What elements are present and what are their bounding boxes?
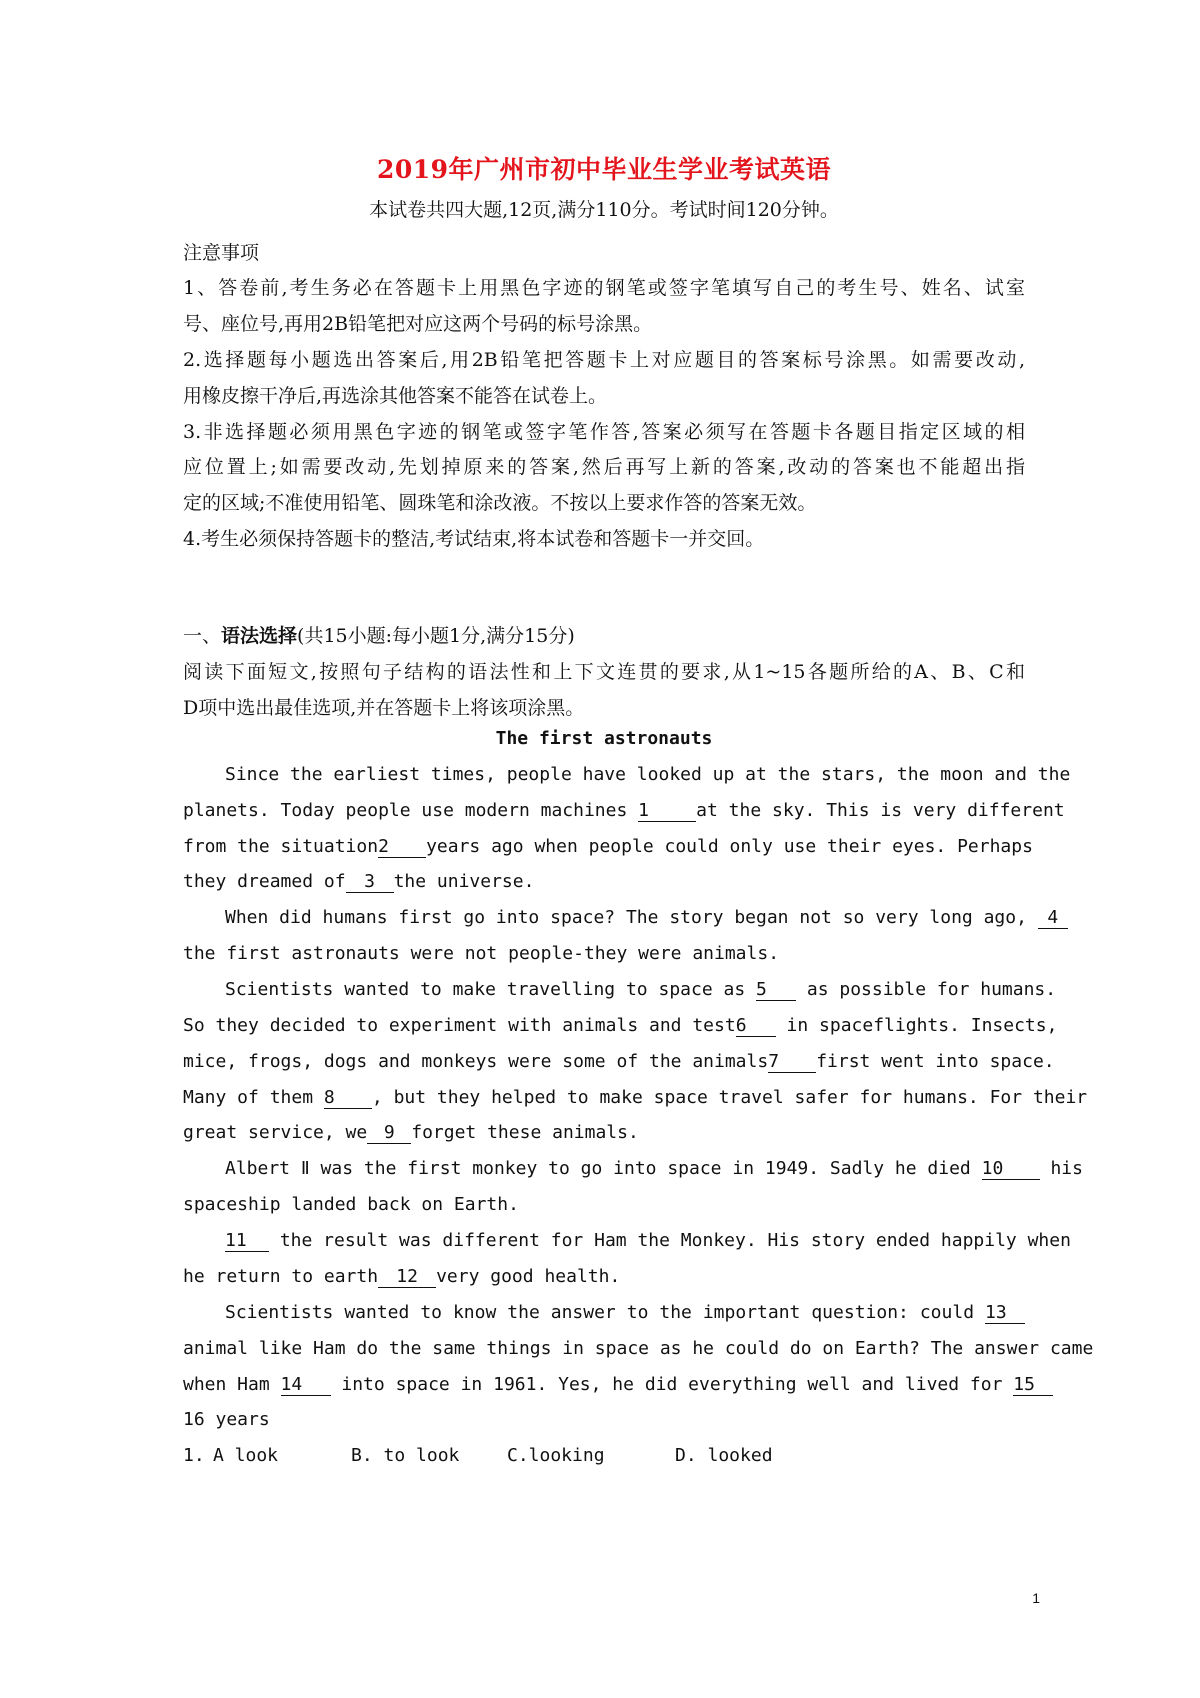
blank-12: 12 <box>378 1267 436 1288</box>
blank-11: 11 <box>225 1231 269 1252</box>
note-line: 4.考生必须保持答题卡的整洁,考试结束,将本试卷和答题卡一并交回。 <box>183 528 765 550</box>
section-name: 语法选择 <box>221 625 298 647</box>
blank-4: 4 <box>1038 908 1068 929</box>
notes-heading: 注意事项 <box>183 242 260 264</box>
blank-13: 13 <box>985 1303 1025 1324</box>
passage-line: When did humans first go into space? The story began not so very long ago, 4 <box>183 907 1025 929</box>
passage-line: Albert Ⅱ was the first monkey to go into space in 1949. Sadly he died 10 his <box>225 1158 1083 1179</box>
question-1-options <box>183 1445 1025 1466</box>
note-line: 1、答卷前,考生务必在答题卡上用黑色字迹的钢笔或签字笔填写自己的考生号、姓名、试室 <box>183 277 1025 299</box>
note-line: 应位置上;如需要改动,先划掉原来的答案,然后再写上新的答案,改动的答案也不能超出指 <box>183 456 1025 478</box>
blank-10: 10 <box>982 1159 1040 1180</box>
passage-line: Scientists wanted to make travelling to space as 5 as possible for humans. <box>225 979 1057 1000</box>
section-instruction: D项中选出最佳选项,并在答题卡上将该项涂黑。 <box>183 697 585 719</box>
blank-6: 6 <box>736 1016 776 1037</box>
blank-7: 7 <box>768 1052 816 1073</box>
exam-subtitle: 本试卷共四大题,12页,满分110分。考试时间120分钟。 <box>369 199 839 221</box>
passage-title: The first astronauts <box>495 728 713 749</box>
passage-line: great service, we 9 forget these animals. <box>183 1122 639 1143</box>
option-a[interactable]: A look <box>213 1445 279 1466</box>
passage-line: planets. Today people use modern machines 1 at the sky. This is very different <box>183 800 1065 821</box>
note-line: 2.选择题每小题选出答案后,用2B铅笔把答题卡上对应题目的答案标号涂黑。如需要改动, <box>183 349 1025 371</box>
passage-line: he return to earth 12 very good health. <box>183 1266 621 1287</box>
question-number: 1. <box>183 1445 205 1466</box>
passage-line: from the situation2 years ago when people could only use their eyes. Perhaps <box>183 836 1033 857</box>
section-heading <box>183 621 1025 648</box>
blank-3: 3 <box>346 872 394 893</box>
exam-title: 2019年广州市初中毕业生学业考试英语 <box>376 155 832 184</box>
option-b[interactable]: B. to look <box>351 1445 460 1466</box>
passage-line: they dreamed of 3 the universe. <box>183 871 535 892</box>
passage-line: spaceship landed back on Earth. <box>183 1194 519 1215</box>
option-c[interactable]: C.looking <box>507 1445 605 1466</box>
page-number: 1 <box>1032 1590 1040 1606</box>
blank-1: 1 <box>638 801 696 822</box>
blank-14: 14 <box>281 1375 331 1396</box>
passage-line: So they decided to experiment with animals and test6 in spaceflights. Insects, <box>183 1015 1058 1036</box>
section-detail: (共15小题:每小题1分,满分15分) <box>297 625 575 647</box>
passage-line: 16 years <box>183 1409 270 1430</box>
passage-line: when Ham 14 into space in 1961. Yes, he did everything well and lived for 15 <box>183 1374 1025 1396</box>
section-number: 一、 <box>183 625 222 647</box>
blank-2: 2 <box>378 837 426 858</box>
note-line: 3.非选择题必须用黑色字迹的钢笔或签字笔作答,答案必须写在答题卡各题目指定区域的相 <box>183 421 1025 443</box>
note-line: 用橡皮擦干净后,再选涂其他答案不能答在试卷上。 <box>183 385 608 407</box>
note-line: 定的区域;不准使用铅笔、圆珠笔和涂改液。不按以上要求作答的答案无效。 <box>183 492 817 514</box>
passage-line: 11 the result was different for Ham the Monkey. His story ended happily when <box>225 1230 1071 1251</box>
section-instruction: 阅读下面短文,按照句子结构的语法性和上下文连贯的要求,从1~15各题所给的A、B、C和 <box>183 661 1025 683</box>
note-line: 号、座位号,再用2B铅笔把对应这两个号码的标号涂黑。 <box>183 313 653 335</box>
passage-line: Scientists wanted to know the answer to the important question: could 13 <box>183 1302 1025 1324</box>
passage-line: the first astronauts were not people-they were animals. <box>183 943 780 964</box>
passage-line: Since the earliest times, people have looked up at the stars, the moon and the <box>225 764 1071 785</box>
blank-5: 5 <box>756 980 796 1001</box>
passage-line: animal like Ham do the same things in space as he could do on Earth? The answer came <box>183 1338 1094 1359</box>
blank-9: 9 <box>367 1123 411 1144</box>
blank-8: 8 <box>324 1088 372 1109</box>
option-d[interactable]: D. looked <box>675 1445 773 1466</box>
blank-15: 15 <box>1013 1375 1053 1396</box>
passage-line: Many of them 8 , but they helped to make space travel safer for humans. For their <box>183 1087 1088 1108</box>
passage-line: mice, frogs, dogs and monkeys were some of the animals7 first went into space. <box>183 1051 1055 1072</box>
